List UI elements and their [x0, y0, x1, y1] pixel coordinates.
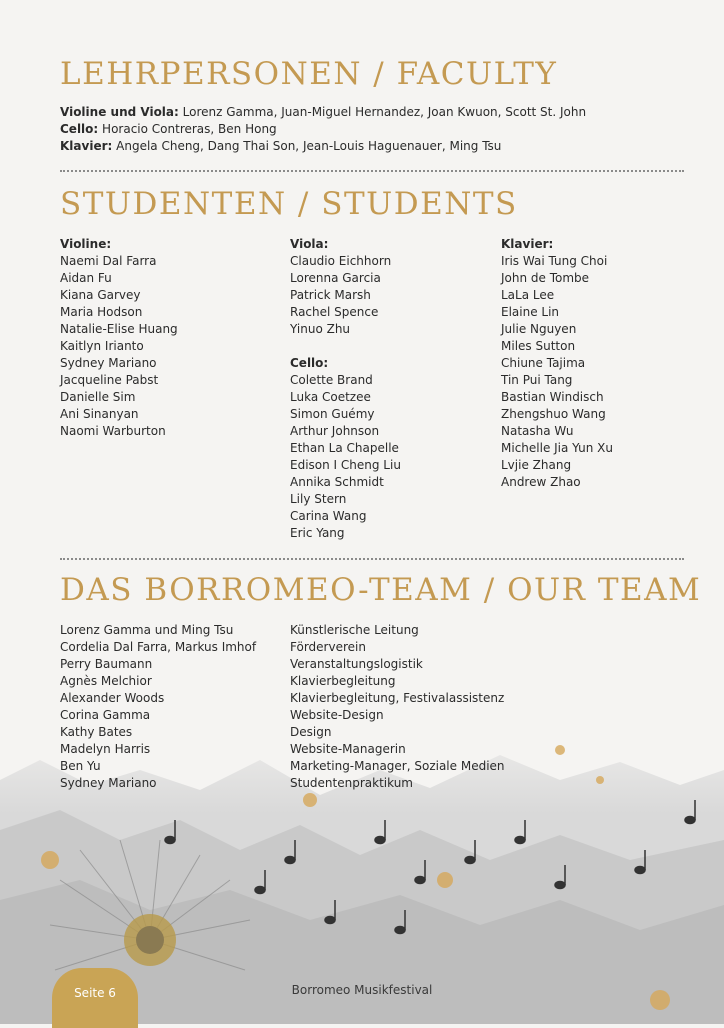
- team-names-column: [60, 622, 256, 792]
- student-name: Bastian Windisch: [501, 390, 604, 404]
- student-name: Aidan Fu: [60, 271, 112, 285]
- faculty-row: [60, 104, 586, 121]
- faculty-row: [60, 121, 586, 138]
- faculty-row-label: Klavier:: [60, 139, 113, 153]
- team-member-name: Perry Baumann: [60, 657, 153, 671]
- page-number-label: Seite 6: [74, 986, 116, 1000]
- student-name: Lily Stern: [290, 492, 347, 506]
- team-member-role: Klavierbegleitung: [290, 674, 396, 688]
- student-name: Andrew Zhao: [501, 475, 581, 489]
- student-name: Danielle Sim: [60, 390, 136, 404]
- faculty-row-label: Violine und Viola:: [60, 105, 179, 119]
- team-roles-column: [290, 622, 505, 792]
- student-name: Carina Wang: [290, 509, 367, 523]
- faculty-list: [60, 104, 586, 155]
- team-member-role: Veranstaltungslogistik: [290, 657, 423, 671]
- student-name: Natalie-Elise Huang: [60, 322, 178, 336]
- student-name: Colette Brand: [290, 373, 373, 387]
- student-name: Kaitlyn Irianto: [60, 339, 144, 353]
- instrument-label: Violine:: [60, 237, 112, 251]
- student-name: Jacqueline Pabst: [60, 373, 159, 387]
- footer-title: Borromeo Musikfestival: [291, 983, 433, 997]
- student-name: Elaine Lin: [501, 305, 560, 319]
- team-member-name: Ben Yu: [60, 759, 101, 773]
- students-heading: STUDENTEN / STUDENTS: [60, 186, 518, 222]
- student-name: Luka Coetzee: [290, 390, 371, 404]
- spacer: [290, 338, 401, 355]
- instrument-label: Cello:: [290, 356, 329, 370]
- team-member-name: Madelyn Harris: [60, 742, 151, 756]
- team-member-role: Website-Design: [290, 708, 384, 722]
- faculty-row-names: Horacio Contreras, Ben Hong: [102, 122, 277, 136]
- instrument-label: Klavier:: [501, 237, 554, 251]
- student-name: LaLa Lee: [501, 288, 555, 302]
- team-member-name: Sydney Mariano: [60, 776, 157, 790]
- student-name: Edison I Cheng Liu: [290, 458, 401, 472]
- team-member-name: Agnès Melchior: [60, 674, 152, 688]
- student-name: John de Tombe: [501, 271, 590, 285]
- team-member-name: Alexander Woods: [60, 691, 165, 705]
- student-name: Tin Pui Tang: [501, 373, 573, 387]
- student-name: Eric Yang: [290, 526, 345, 540]
- team-member-name: Corina Gamma: [60, 708, 151, 722]
- student-name: Zhengshuo Wang: [501, 407, 606, 421]
- student-name: Natasha Wu: [501, 424, 574, 438]
- student-name: Annika Schmidt: [290, 475, 384, 489]
- instrument-label: Viola:: [290, 237, 329, 251]
- student-name: Michelle Jia Yun Xu: [501, 441, 613, 455]
- team-member-name: Cordelia Dal Farra, Markus Imhof: [60, 640, 257, 654]
- team-member-role: Marketing-Manager, Soziale Medien: [290, 759, 505, 773]
- student-name: Lvjie Zhang: [501, 458, 572, 472]
- faculty-row-names: Lorenz Gamma, Juan-Miguel Hernandez, Joan Kwuon, Scott St. John: [182, 105, 587, 119]
- student-name: Claudio Eichhorn: [290, 254, 392, 268]
- students-violin-column: [60, 236, 178, 440]
- student-name: Arthur Johnson: [290, 424, 380, 438]
- student-name: Maria Hodson: [60, 305, 143, 319]
- student-name: Ethan La Chapelle: [290, 441, 399, 455]
- student-name: Sydney Mariano: [60, 356, 157, 370]
- faculty-row-label: Cello:: [60, 122, 99, 136]
- team-member-role: Studentenpraktikum: [290, 776, 413, 790]
- student-name: Naomi Warburton: [60, 424, 166, 438]
- section-divider: [60, 558, 684, 560]
- student-name: Kiana Garvey: [60, 288, 141, 302]
- student-name: Simon Guémy: [290, 407, 375, 421]
- student-name: Rachel Spence: [290, 305, 379, 319]
- team-member-role: Klavierbegleitung, Festivalassistenz: [290, 691, 505, 705]
- team-member-role: Förderverein: [290, 640, 366, 654]
- student-name: Chiune Tajima: [501, 356, 586, 370]
- student-name: Yinuo Zhu: [290, 322, 351, 336]
- team-member-name: Lorenz Gamma und Ming Tsu: [60, 623, 234, 637]
- faculty-row-names: Angela Cheng, Dang Thai Son, Jean-Louis Haguenauer, Ming Tsu: [116, 139, 502, 153]
- team-member-role: Design: [290, 725, 332, 739]
- student-name: Lorenna Garcia: [290, 271, 381, 285]
- faculty-row: [60, 138, 586, 155]
- student-name: Ani Sinanyan: [60, 407, 139, 421]
- section-divider: [60, 170, 684, 172]
- team-member-name: Kathy Bates: [60, 725, 133, 739]
- team-heading: DAS BORROMEO-TEAM / OUR TEAM: [60, 572, 702, 608]
- student-name: Patrick Marsh: [290, 288, 371, 302]
- students-piano-column: [501, 236, 613, 491]
- student-name: Iris Wai Tung Choi: [501, 254, 608, 268]
- student-name: Julie Nguyen: [501, 322, 577, 336]
- students-viola-cello-column: [290, 236, 401, 542]
- page-number-badge: [52, 968, 138, 1028]
- student-name: Naemi Dal Farra: [60, 254, 157, 268]
- faculty-heading: LEHRPERSONEN / FACULTY: [60, 56, 558, 92]
- team-member-role: Website-Managerin: [290, 742, 406, 756]
- team-member-role: Künstlerische Leitung: [290, 623, 419, 637]
- student-name: Miles Sutton: [501, 339, 576, 353]
